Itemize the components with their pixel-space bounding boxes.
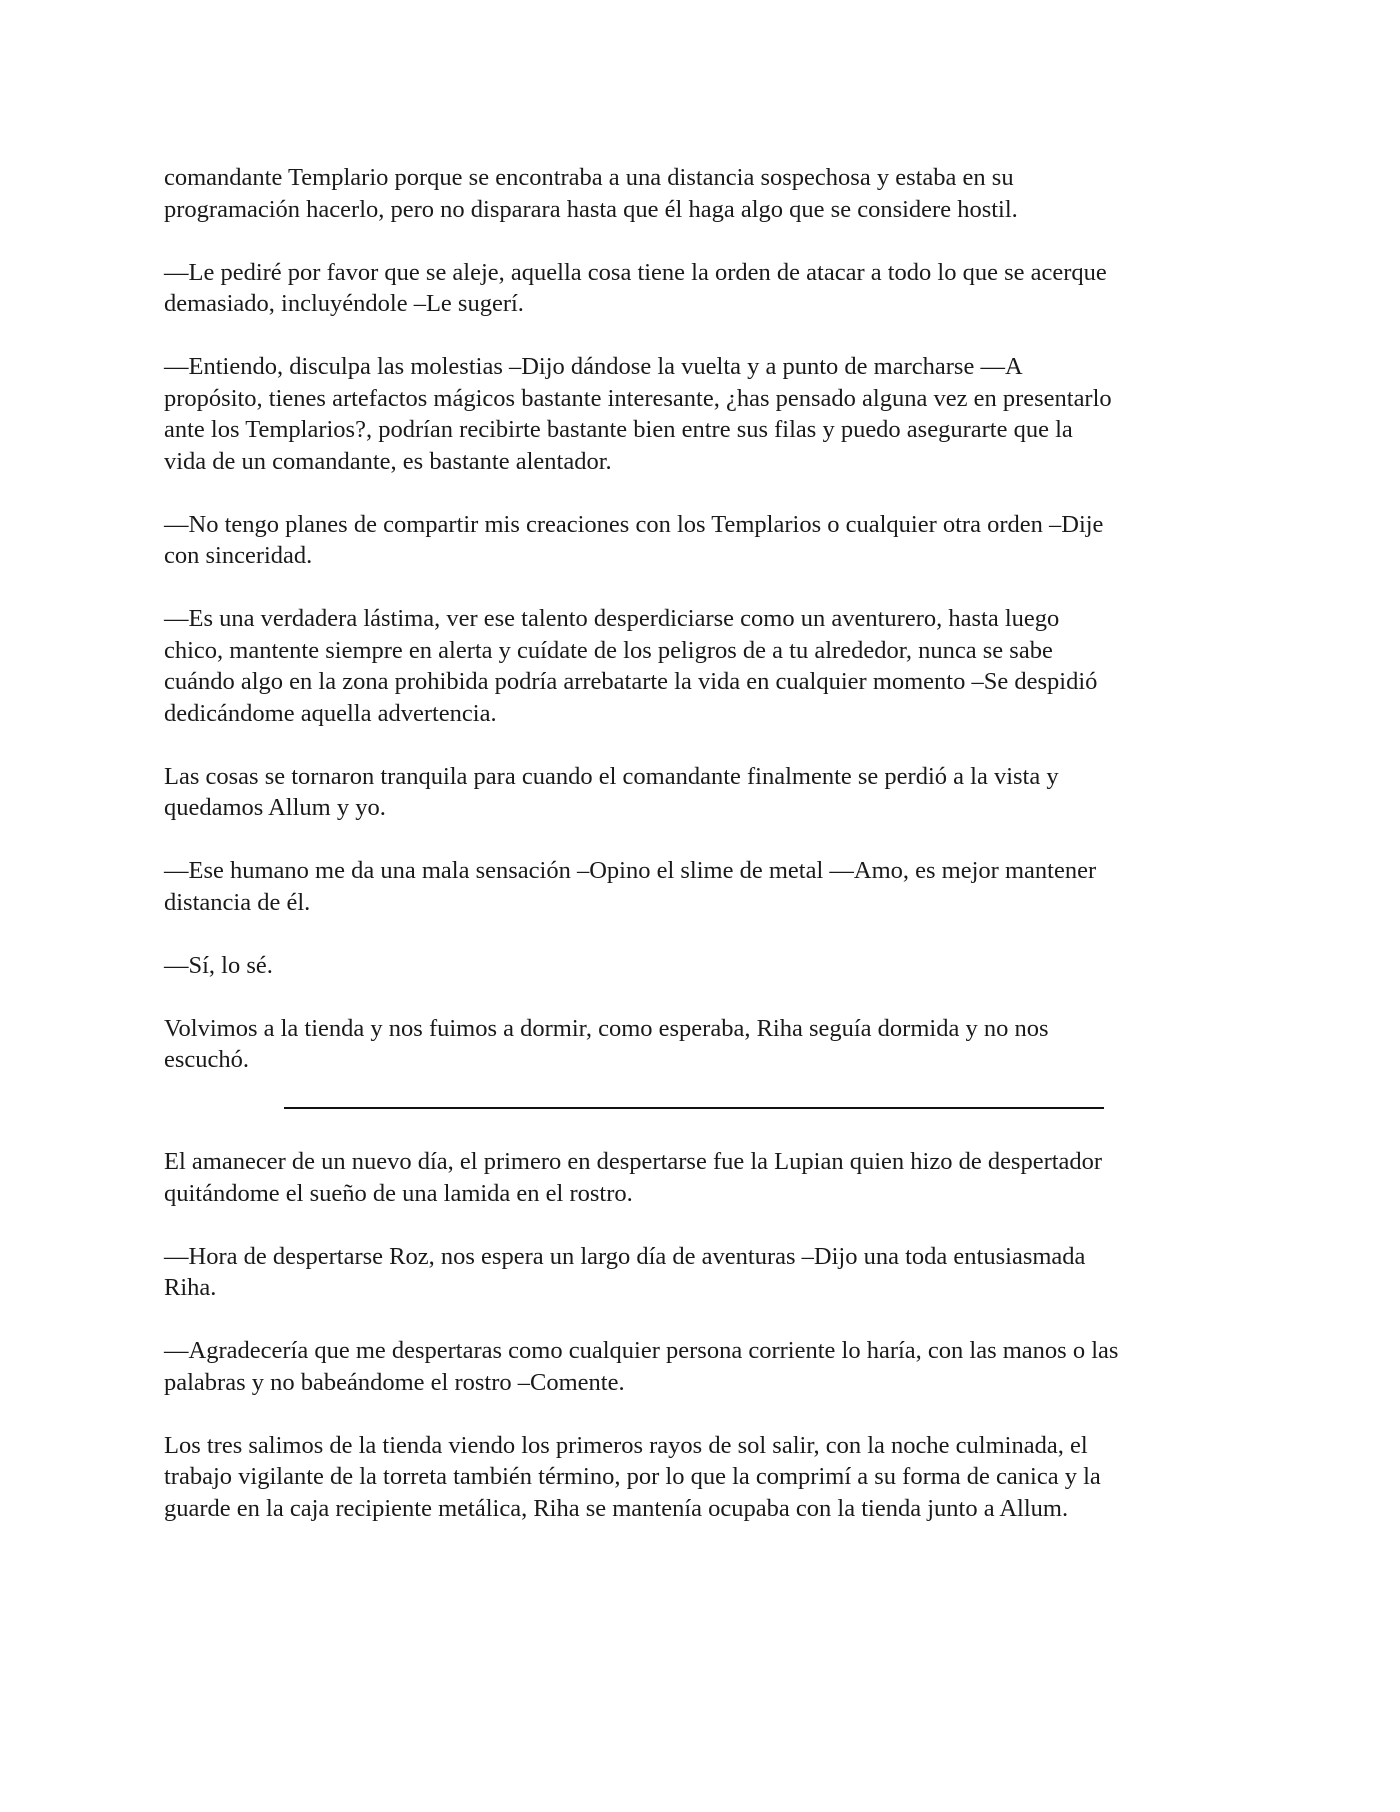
text-line: —Agradecería que me despertaras como cualquier persona corriente lo haría, con las manos o las xyxy=(164,1337,1119,1364)
text-line: programación hacerlo, pero no disparara hasta que él haga algo que se considere hostil. xyxy=(164,195,1018,223)
paragraph xyxy=(164,1146,1244,1209)
text-line: cuándo algo en la zona prohibida podría arrebatarte la vida en cualquier momento –Se despidió xyxy=(164,668,1098,695)
paragraph xyxy=(164,855,1244,918)
paragraph xyxy=(164,1241,1244,1304)
section-separator xyxy=(284,1107,1104,1109)
section-2 xyxy=(164,1146,1244,1524)
text-line: distancia de él. xyxy=(164,888,311,916)
text-line: quitándome el sueño de una lamida en el rostro. xyxy=(164,1179,633,1207)
text-line: con sinceridad. xyxy=(164,542,313,569)
document-body xyxy=(164,162,1244,1556)
text-line: palabras y no babeándome el rostro –Comente. xyxy=(164,1368,625,1396)
text-line: guarde en la caja recipiente metálica, Riha se mantenía ocupaba con la tienda junto a Allum. xyxy=(164,1494,1069,1522)
text-line: demasiado, incluyéndole –Le sugerí. xyxy=(164,290,524,317)
paragraph xyxy=(164,950,1244,982)
text-line: Riha. xyxy=(164,1274,217,1301)
text-line: Las cosas se tornaron tranquila para cuando el comandante finalmente se perdió a la vista y xyxy=(164,762,1059,790)
paragraph xyxy=(164,162,1244,225)
text-line: chico, mantente siempre en alerta y cuídate de los peligros de a tu alrededor, nunca se sabe xyxy=(164,636,1053,664)
paragraph xyxy=(164,351,1244,477)
paragraph xyxy=(164,1013,1244,1076)
text-line: Los tres salimos de la tienda viendo los primeros rayos de sol salir, con la noche culminada, el xyxy=(164,1431,1088,1459)
text-line: trabajo vigilante de la torreta también término, por lo que la comprimí a su forma de canica y la xyxy=(164,1463,1101,1490)
text-line: Volvimos a la tienda y nos fuimos a dormir, como esperaba, Riha seguía dormida y no nos xyxy=(164,1014,1049,1042)
text-line: —Entiendo, disculpa las molestias –Dijo dándose la vuelta y a punto de marcharse —A xyxy=(164,353,1023,380)
text-line: ante los Templarios?, podrían recibirte bastante bien entre sus filas y puedo asegurarte que la xyxy=(164,416,1073,443)
text-line: comandante Templario porque se encontraba a una distancia sospechosa y estaba en su xyxy=(164,164,1014,191)
paragraph xyxy=(164,1335,1244,1398)
text-line: dedicándome aquella advertencia. xyxy=(164,699,497,727)
text-line: —Sí, lo sé. xyxy=(164,951,273,979)
paragraph xyxy=(164,1430,1244,1525)
paragraph xyxy=(164,257,1244,320)
text-line: vida de un comandante, es bastante alentador. xyxy=(164,447,612,475)
text-line: —Es una verdadera lástima, ver ese talento desperdiciarse como un aventurero, hasta luego xyxy=(164,605,1060,632)
text-line: propósito, tienes artefactos mágicos bastante interesante, ¿has pensado alguna vez en presentarlo xyxy=(164,384,1112,412)
paragraph xyxy=(164,509,1244,572)
text-line: —Hora de despertarse Roz, nos espera un largo día de aventuras –Dijo una toda entusiasmada xyxy=(164,1242,1086,1270)
text-line: El amanecer de un nuevo día, el primero en despertarse fue la Lupian quien hizo de despertador xyxy=(164,1148,1103,1175)
section-1 xyxy=(164,162,1244,1076)
text-line: escuchó. xyxy=(164,1046,250,1073)
paragraph xyxy=(164,603,1244,729)
text-line: —No tengo planes de compartir mis creaciones con los Templarios o cualquier otra orden –Dije xyxy=(164,510,1104,538)
paragraph xyxy=(164,761,1244,824)
text-line: quedamos Allum y yo. xyxy=(164,794,386,821)
text-line: —Le pediré por favor que se aleje, aquella cosa tiene la orden de atacar a todo lo que se acerque xyxy=(164,258,1107,286)
text-line: —Ese humano me da una mala sensación –Opino el slime de metal —Amo, es mejor mantener xyxy=(164,857,1097,884)
